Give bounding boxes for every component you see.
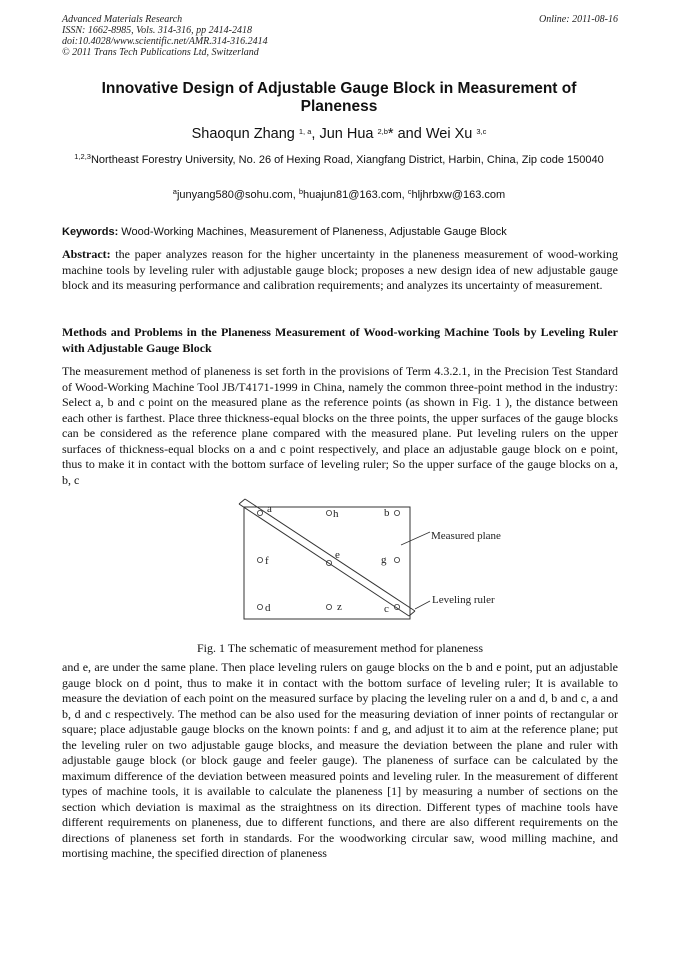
section-heading: Methods and Problems in the Planeness Measurement of Wood-working Machine Tools by Leveling Ruler with Adjustable Gauge Block bbox=[62, 325, 618, 355]
author-superscript: 3,c bbox=[476, 127, 487, 136]
point-f-label: f bbox=[265, 555, 269, 567]
point-a-label: a bbox=[267, 503, 272, 515]
author-separator: and bbox=[393, 126, 426, 142]
abstract-text: the paper analyzes reason for the higher uncertainty in the planeness measurement of wood-working machine tools by leveling ruler with adjustable gauge block; proposes a new design idea of new adjustable gauge block and its measuring performance and calibration requirements; and analyzes its uncertainty of measurement. bbox=[62, 247, 618, 292]
email-superscript: c bbox=[407, 187, 412, 196]
paper-title: Innovative Design of Adjustable Gauge Block in Measurement of Planeness bbox=[101, 80, 577, 115]
point-f-marker bbox=[257, 557, 262, 562]
affiliation bbox=[62, 153, 616, 168]
point-b-label: b bbox=[384, 507, 390, 519]
measured-plane-label: Measured plane bbox=[431, 530, 501, 542]
author-superscript: 2,b bbox=[377, 127, 388, 136]
keywords-label: Keywords: bbox=[62, 226, 119, 238]
author-separator: , bbox=[311, 126, 320, 142]
author-superscript: 1, a bbox=[298, 127, 312, 136]
email-link[interactable]: junyang580@sohu.com bbox=[176, 189, 293, 201]
point-z-label: z bbox=[337, 601, 342, 613]
email-superscript: a bbox=[172, 187, 177, 196]
affiliation-superscript: 1,2,3 bbox=[74, 152, 91, 161]
point-a-marker bbox=[257, 510, 262, 515]
email-separator: , bbox=[292, 189, 299, 201]
author-name: Shaoqun Zhang bbox=[191, 126, 295, 142]
author-name: Wei Xu bbox=[425, 126, 473, 142]
point-h-label: h bbox=[333, 508, 339, 520]
keywords-text: Wood-Working Machines, Measurement of Planeness, Adjustable Gauge Block bbox=[118, 226, 507, 238]
point-g-label: g bbox=[381, 554, 387, 566]
body-paragraph-2: and e, are under the same plane. Then place leveling rulers on gauge blocks on the b and e point, put an adjustable gauge block on d point, thus to make it in contact with the bottom surface of leveling ruler; It is available to measure the deviation of each point on the measured surface by placing the leveling ruler on a and d, b and c, a and b, d and c respectively. The method can be also used for the measuring deviation of inner points of rectangular or square; place adjustable gauge blocks on the known points: f and g, and adjust it to aim at the reference plane; put the leveling ruler on two adjustable gauge blocks, and measure the deviation between the plane and ruler with adjustable gauge block (or block gauge and feeler gauge). The planeness of surface can be calculated by the maximum difference of the deviation between measured points and leveling ruler. In the measurement of different types of machine tools, it is available to calculate the planeness [1] by measuring a number of sections on the section which deviation is maximal as the straightness on its direction. Different types of machine tools have different requirements on planeness, due to different functions, and there are also different requirements on the directions of planeness set forth in standards. For the woodworking circular saw, wood milling machine, and mortising machine, the specified direction of planeness bbox=[62, 660, 618, 860]
point-b-marker bbox=[394, 510, 399, 515]
doi-line: doi:10.4028/www.scientific.net/AMR.314-316.2414 bbox=[62, 36, 268, 47]
copyright-line: © 2011 Trans Tech Publications Ltd, Switzerland bbox=[62, 47, 259, 58]
point-e-label: e bbox=[335, 549, 340, 561]
email-separator: , bbox=[401, 189, 408, 201]
email-list bbox=[62, 188, 616, 203]
abstract bbox=[62, 247, 618, 294]
point-markers bbox=[257, 510, 399, 609]
point-z-marker bbox=[326, 604, 331, 609]
point-d-marker bbox=[257, 604, 262, 609]
issn-line: ISSN: 1662-8985, Vols. 314-316, pp 2414-2418 bbox=[62, 25, 252, 36]
keywords bbox=[62, 225, 618, 240]
email-link[interactable]: huajun81@163.com bbox=[303, 189, 402, 201]
author-name: Jun Hua bbox=[319, 126, 374, 142]
online-date: Online: 2011-08-16 bbox=[539, 14, 618, 25]
point-h-marker bbox=[326, 510, 331, 515]
point-c-label: c bbox=[384, 603, 389, 615]
abstract-label: Abstract: bbox=[62, 247, 111, 261]
email-superscript: b bbox=[298, 187, 303, 196]
point-d-label: d bbox=[265, 602, 271, 614]
body-paragraph-1: The measurement method of planeness is set forth in the provisions of Term 4.3.2.1, in the Precision Test Standard of Wood-Working Machine Tool JB/T4171-1999 in China, namely the common three-point method in the industry: Select a, b and c point on the measured plane as the reference points (as shown in Fig. 1 ), the distance between each other is farthest. Place three thickness-equal blocks on the three points, the upper surfaces of the gauge blocks can be considered as the reference plane compared with the measured plane. Put leveling rulers on the upper surfaces of thickness-equal blocks on a and c point respectively, and place an adjustable gauge block on e point, thus to make it in contact with the bottom surface of leveling ruler; So the upper surface of the gauge blocks on a, b, c bbox=[62, 364, 618, 487]
measured-plane-leader bbox=[401, 532, 430, 545]
email-link[interactable]: hljhrbxw@163.com bbox=[411, 189, 506, 201]
corresponding-star: * bbox=[387, 126, 394, 142]
journal-name: Advanced Materials Research bbox=[62, 14, 183, 25]
point-g-marker bbox=[394, 557, 399, 562]
leveling-ruler-label: Leveling ruler bbox=[432, 594, 495, 606]
journal-header bbox=[62, 14, 618, 58]
leveling-ruler-leader bbox=[415, 601, 430, 609]
affiliation-text: Northeast Forestry University, No. 26 of Hexing Road, Xiangfang District, Harbin, China, Zip code 150040 bbox=[90, 154, 604, 166]
author-list bbox=[62, 124, 616, 144]
figure-caption: Fig. 1 The schematic of measurement method for planeness bbox=[196, 641, 484, 655]
measurement-figure bbox=[228, 492, 528, 627]
